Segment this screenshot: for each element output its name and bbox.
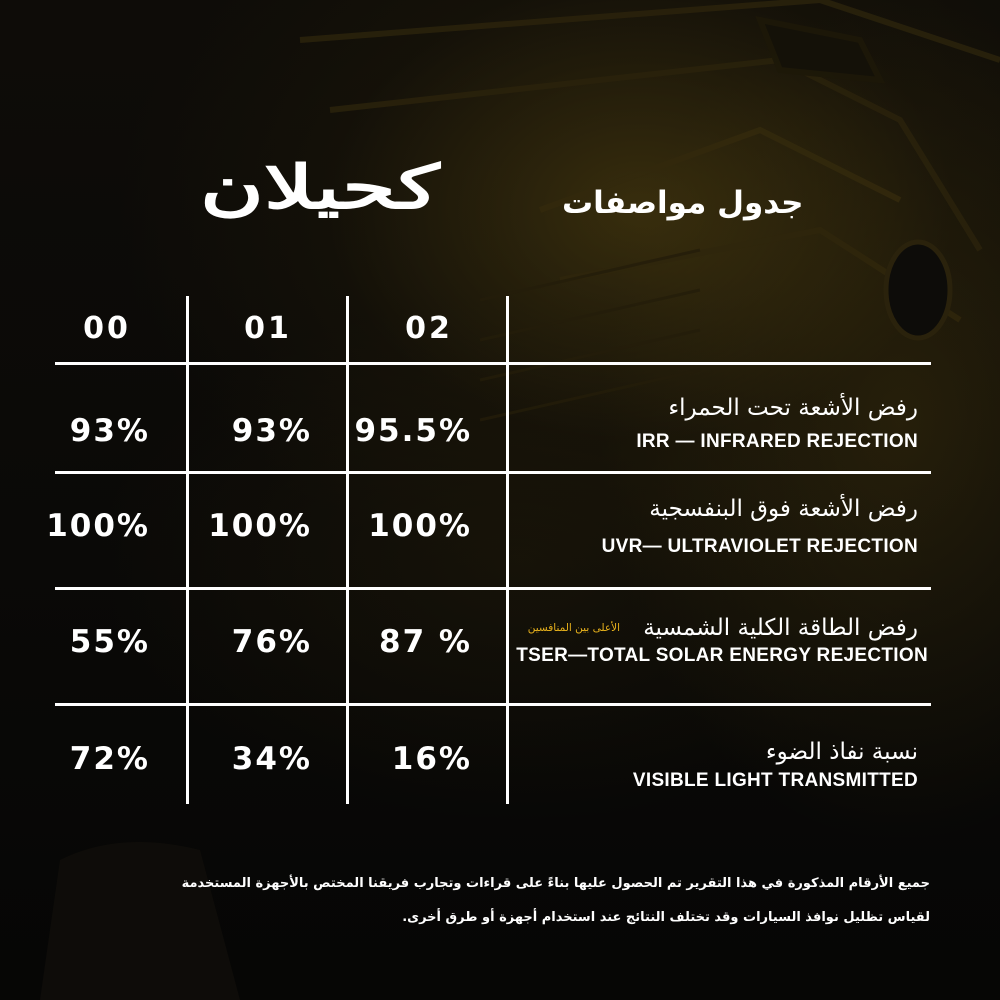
grid-hline-2 — [55, 471, 931, 474]
row-irr-label-ar: رفض الأشعة تحت الحمراء — [668, 395, 918, 421]
page-title: جدول مواصفات — [562, 185, 804, 221]
row-tser-label-en: TSER—TOTAL SOLAR ENERGY REJECTION — [516, 645, 928, 666]
row-uvr-label-en: UVR— ULTRAVIOLET REJECTION — [601, 536, 918, 557]
row-tser-label-ar: رفض الطاقة الكلية الشمسية — [643, 615, 918, 641]
table-cell: 72% — [69, 741, 150, 777]
table-cell: 100% — [208, 508, 312, 544]
row-uvr-label-ar: رفض الأشعة فوق البنفسجية — [649, 496, 918, 522]
table-cell: 16% — [391, 741, 472, 777]
grid-hline-3 — [55, 587, 931, 590]
table-cell: 93% — [69, 413, 150, 449]
brand-logo: كحيلان — [200, 153, 440, 223]
table-cell: 100% — [46, 508, 150, 544]
table-cell: 34% — [231, 741, 312, 777]
row-vlt-label-en: VISIBLE LIGHT TRANSMITTED — [632, 770, 918, 791]
grid-hline-1 — [55, 362, 931, 365]
highest-among-competitors-badge: الأعلى بين المنافسين — [527, 622, 620, 634]
grid-vline-2 — [346, 296, 349, 804]
column-header-00: 00 — [83, 311, 131, 346]
footnote-line-2: لقياس تظليل نوافذ السيارات وقد تختلف النتائج عند استخدام أجهزة أو طرق أخرى. — [402, 910, 930, 925]
table-cell: 93% — [231, 413, 312, 449]
table-cell: 87 % — [379, 624, 472, 660]
title-block — [0, 138, 1000, 248]
table-cell: 76% — [231, 624, 312, 660]
row-irr-label-en: IRR — INFRARED REJECTION — [636, 431, 918, 452]
grid-vline-1 — [186, 296, 189, 804]
grid-hline-4 — [55, 703, 931, 706]
table-cell: 100% — [368, 508, 472, 544]
grid-vline-3 — [506, 296, 509, 804]
table-cell: 55% — [69, 624, 150, 660]
footnote-line-1: جميع الأرقام المذكورة في هذا التقرير تم الحصول عليها بناءً على قراءات وتجارب فريقنا المختص بالأجهزة المستخدمة — [181, 876, 930, 891]
column-header-02: 02 — [405, 311, 453, 346]
column-header-01: 01 — [244, 311, 292, 346]
table-cell: 95.5% — [354, 413, 472, 449]
row-vlt-label-ar: نسبة نفاذ الضوء — [765, 739, 918, 765]
